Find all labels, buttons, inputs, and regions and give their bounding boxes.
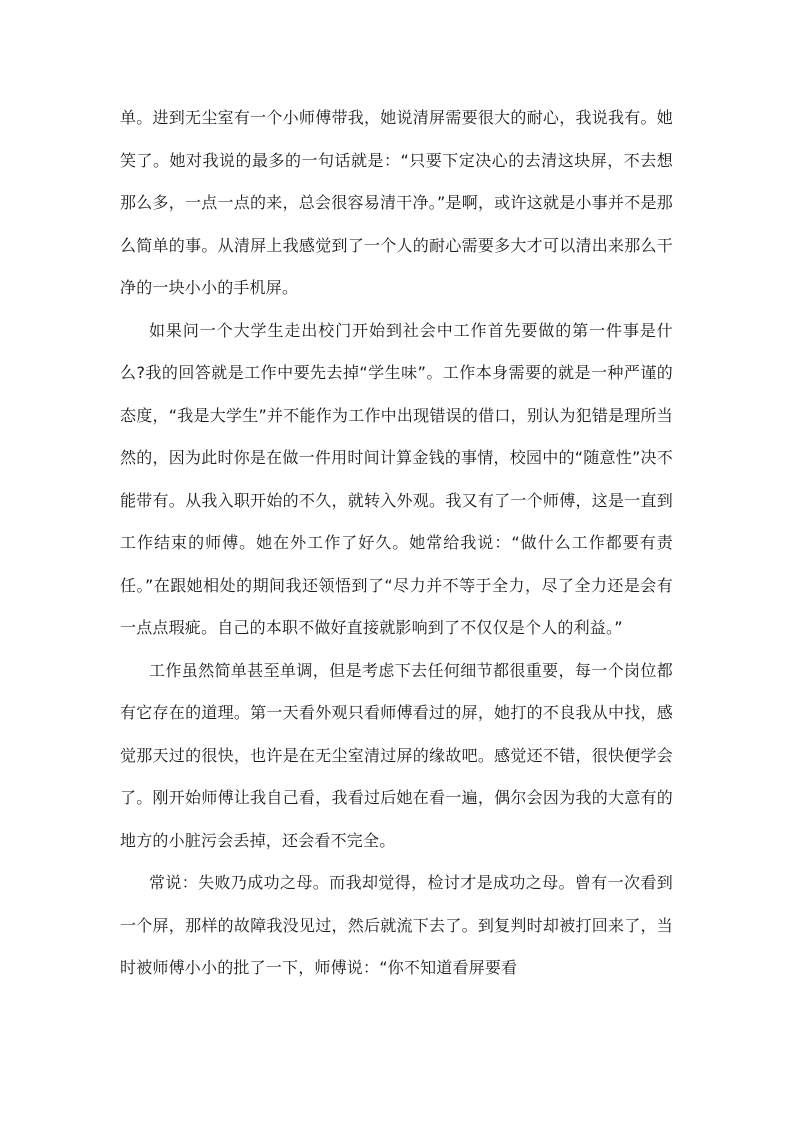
paragraph-4: 常说：失败乃成功之母。而我却觉得，检讨才是成功之母。曾有一次看到一个屏，那样的故障我没见过，然后就流下去了。到复判时却被打回来了，当时被师傅小小的批了一下，师傅说：“你不知道看屏要看 xyxy=(120,873,673,977)
paragraph-3: 工作虽然简单甚至单调，但是考虑下去任何细节都很重要，每一个岗位都有它存在的道理。第一天看外观只看师傅看过的屏，她打的不良我从中找，感觉那天过的很快，也许是在无尘室清过屏的缘故吧。感觉还不错，很快便学会了。刚开始师傅让我自己看，我看过后她在看一遍，偶尔会因为我的大意有的地方的小脏污会丢掉，还会看不完全。 xyxy=(120,660,673,850)
paragraph-1: 单。进到无尘室有一个小师傅带我，她说清屏需要很大的耐心，我说我有。她笑了。她对我说的最多的一句话就是：“只要下定决心的去清这块屏，不去想那么多，一点一点的来，总会很容易清干净。”是啊，或许这就是小事并不是那么简单的事。从清屏上我感觉到了一个人的耐心需要多大才可以清出来那么干净的一块小小的手机屏。 xyxy=(120,108,673,297)
paragraph-2: 如果问一个大学生走出校门开始到社会中工作首先要做的第一件事是什么?我的回答就是工作中要先去掉“学生味”。工作本身需要的就是一种严谨的态度，“我是大学生”并不能作为工作中出现错误的借口，别认为犯错是理所当然的，因为此时你是在做一件用时间计算金钱的事情，校园中的“随意性”决不能带有。从我入职开始的不久，就转入外观。我又有了一个师傅，这是一直到工作结束的师傅。她在外工作了好久。她常给我说：“做什么工作都要有责任。”在跟她相处的期间我还领悟到了“尽力并不等于全力，尽了全力还是会有一点点瑕疵。自己的本职不做好直接就影响到了不仅仅是个人的利益。” xyxy=(120,320,673,637)
body-text xyxy=(120,97,673,990)
